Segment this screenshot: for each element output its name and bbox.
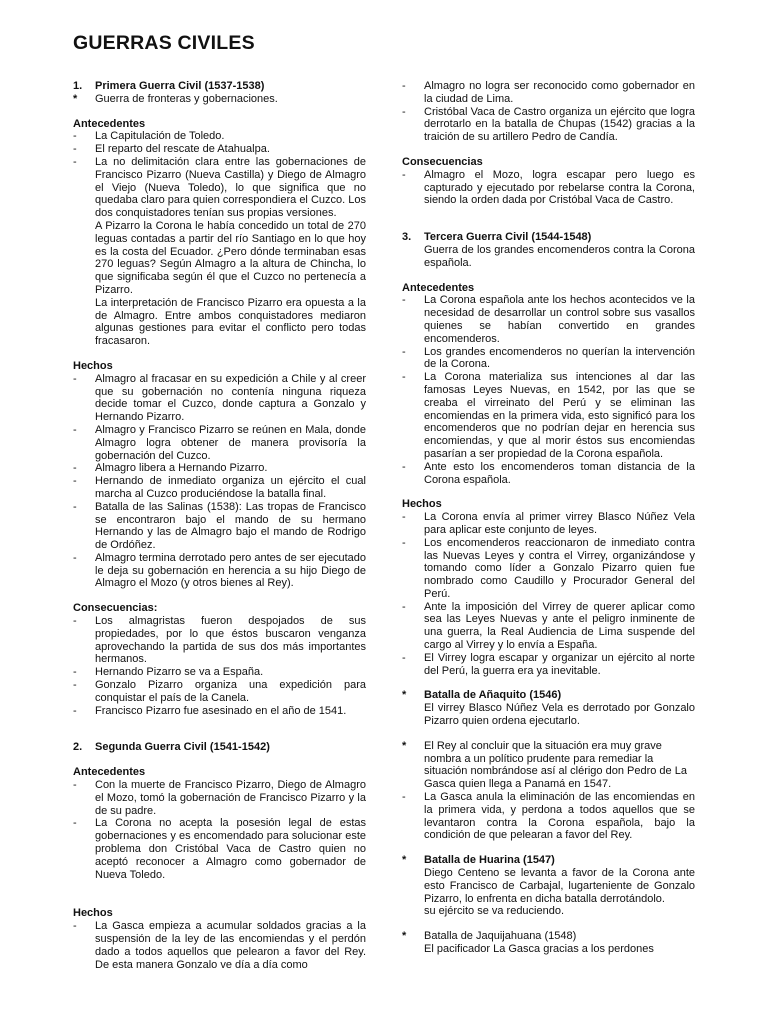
s2-consecuencias-heading: Consecuencias (402, 155, 483, 168)
s2-antecedentes-heading: Antecedentes (73, 766, 146, 779)
list-item: - Francisco Pizarro fue asesinado en el año de 1541. (73, 704, 347, 717)
list-item: - Los grandes encomenderos no querían la intervención de la Corona. (402, 345, 695, 371)
list-item: - Almagro el Mozo, logra escapar pero luego es capturado y ejecutado por rebelarse contra la Corona, siendo la orden dada por Cristóbal Vaca de Castro. (402, 168, 695, 207)
list-item: - Almagro libera a Hernando Pizarro. (73, 462, 268, 475)
s1-consecuencias-heading: Consecuencias: (73, 602, 158, 615)
right-column (402, 80, 695, 956)
paragraph: Diego Centeno se levanta a favor de la Corona ante esto Francisco de Carbajal, lugarteniente de Gonzalo Pizarro, lo enfrenta en dicha batalla derrotándolo. (424, 867, 695, 905)
list-item: - La Corona materializa sus intenciones al dar las famosas Leyes Nuevas, en 1542, por las que se creaba el virreinato del Perú y se eliminan las encomiendas en la primera vida, esto significó para los encomenderos que no podrían dejar en herencia sus encomiendas, y que al morir éstos sus encomiendas pasarían a ser propiedad de la Corona española. (402, 371, 695, 460)
s2-hechos-heading: Hechos (73, 907, 113, 920)
list-item: - Los almagristas fueron despojados de sus propiedades, por lo que éstos buscaron venganza aprovechando la partida de sus dos más importantes hermanos. (73, 615, 366, 666)
paragraph: A Pizarro la Corona le había concedido un total de 270 leguas contadas a partir del río Santiago en lo que hoy es la costa del Ecuador. ¿Pero dónde terminaban esas 270 leguas? Según Almagro a la altura de Chincha, lo que significaba según él que el Cuzco no pertenecía a Pizarro. (95, 219, 366, 296)
list-item: - El Virrey logra escapar y organizar un ejército al norte del Perú, la guerra era ya inevitable. (402, 651, 695, 677)
list-item: - El reparto del rescate de Atahualpa. (73, 143, 270, 156)
list-item: - Batalla de las Salinas (1538): Las tropas de Francisco se encontraron bajo el mando de su hermano Hernando y las de Almagro bajo el mando de Rodrigo de Ordóñez. (73, 500, 366, 552)
list-item: - Ante la imposición del Virrey de querer aplicar como sea las Leyes Nuevas y ante el peligro inminente de una guerra, la Real Audiencia de Lima suspende del cargo al Virrey y lo envía a España. (402, 600, 695, 652)
left-column (73, 80, 366, 971)
list-item: - La Capitulación de Toledo. (73, 130, 225, 143)
list-item: - La Gasca anula la eliminación de las encomiendas en la primera vida, y perdona a todos aquellos que se levantaron contra la Corona española, bajo la condición de que pelearan a favor del Rey. (402, 791, 695, 842)
section-2-heading: 2. Segunda Guerra Civil (1541-1542) (73, 741, 270, 754)
list-item: - Cristóbal Vaca de Castro organiza un ejército que logra derrotarlo en la batalla de Chupas (1542) gracias a la traición de su artillero Pedro de Candía. (402, 105, 695, 144)
section-1-description: * Guerra de fronteras y gobernaciones. (73, 92, 278, 105)
section-1-heading: 1. Primera Guerra Civil (1537-1538) (73, 80, 265, 92)
s3-antecedentes-heading: Antecedentes (402, 281, 475, 294)
list-item: - La no delimitación clara entre las gobernaciones de Francisco Pizarro (Nueva Castilla) y Diego de Almagro el Viejo (Nueva Toledo), lo que significa que no quedaba claro para quien correspondiera el Cuzco. Los dos conquistadores tenían sus propias versiones. (73, 155, 366, 220)
list-item: - Almagro termina derrotado pero antes de ser ejecutado le deja su gobernación en herencia a su hijo Diego de Almagro el Mozo (y otros bienes al Rey). (73, 551, 366, 590)
s1-hechos-heading: Hechos (73, 359, 113, 372)
list-item: - Almagro no logra ser reconocido como gobernador en la ciudad de Lima. (402, 80, 695, 105)
paragraph: su ejército se va reduciendo. (424, 905, 565, 918)
list-item: - La Corona española ante los hechos acontecidos ve la necesidad de desarrollar un control sobre sus vasallos quienes se habían convertido en grandes encomenderos. (402, 294, 695, 345)
list-item: - Almagro al fracasar en su expedición a Chile y al creer que su gobernación no contenía ninguna riqueza decide tomar el Cuzco, donde captura a Gonzalo y Hernando Pizarro. (73, 372, 366, 424)
list-item: - Almagro y Francisco Pizarro se reúnen en Mala, donde Almagro logra obtener de manera provisoría la gobernación del Cuzco. (73, 423, 366, 462)
list-item: - Hernando de inmediato organiza un ejército el cual marcha al Cuzco produciéndose la batalla final. (73, 475, 366, 500)
battle-jaquijahuana-heading: * Batalla de Jaquijahuana (1548) (402, 930, 577, 943)
list-item: - La Corona envía al primer virrey Blasco Núñez Vela para aplicar este conjunto de leyes. (402, 511, 695, 536)
battle-anaquito-heading: * Batalla de Añaquito (1546) (402, 689, 562, 702)
paragraph: El virrey Blasco Núñez Vela es derrotado por Gonzalo Pizarro quien ordena ejecutarlo. (424, 702, 695, 728)
s1-antecedentes-heading: Antecedentes (73, 117, 146, 130)
king-paragraph: * El Rey al concluir que la situación era muy grave nombra a un político prudente para remediar la situación nombrándose así al clérigo don Pedro de La Gasca quien llega a Panamá en 1547. (402, 739, 687, 791)
s3-hechos-heading: Hechos (402, 498, 442, 511)
section-3-description: Guerra de los grandes encomenderos contra la Corona española. (424, 243, 695, 269)
paragraph: El pacificador La Gasca gracias a los perdones (424, 943, 654, 956)
list-item: - Hernando Pizarro se va a España. (73, 666, 264, 679)
list-item: - Con la muerte de Francisco Pizarro, Diego de Almagro el Mozo, tomó la gobernación de Francisco Pizarro y la de su padre. (73, 779, 366, 817)
list-item: - Los encomenderos reaccionaron de inmediato contra las Nuevas Leyes y contra el Virrey, organizándose y tomando como líder a Gonzalo Pizarro quien fue nombrado como Caudillo y Procurador General del Perú. (402, 536, 695, 600)
list-item: - La Corona no acepta la posesión legal de estas gobernaciones y es encomendado para solucionar este problema don Cristóbal Vaca de Castro quien no aceptó reconocer a Almagro como gobernador de Nueva Toledo. (73, 817, 366, 881)
section-3-heading: 3. Tercera Guerra Civil (1544-1548) (402, 231, 592, 244)
paragraph: La interpretación de Francisco Pizarro era opuesta a la de Almagro. Entre ambos conquistadores mediaron algunas gestiones para evitar el conflicto pero todas fracasaron. (95, 296, 366, 348)
battle-huarina-heading: * Batalla de Huarina (1547) (402, 854, 555, 867)
list-item: - La Gasca empieza a acumular soldados gracias a la suspensión de la ley de las encomiendas y el perdón dado a todos aquellos que pelearon a favor del Rey. De esta manera Gonzalo ve día a día como (73, 920, 366, 971)
list-item: - Ante esto los encomenderos toman distancia de la Corona española. (402, 460, 695, 486)
page-title: GUERRAS CIVILES (73, 32, 255, 54)
list-item: - Gonzalo Pizarro organiza una expedición para conquistar el país de la Canela. (73, 679, 366, 704)
